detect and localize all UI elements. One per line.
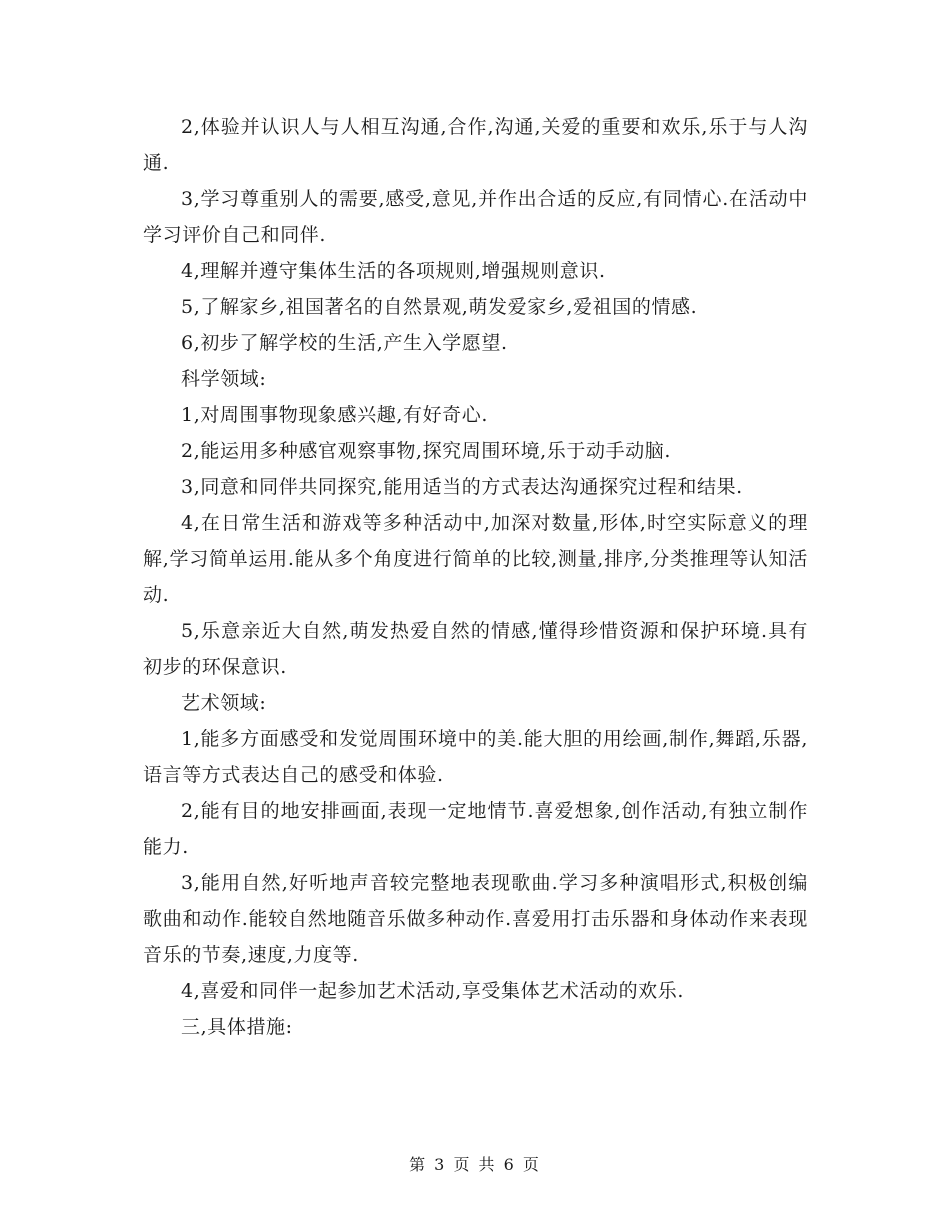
paragraph: 5,乐意亲近大自然,萌发热爱自然的情感,懂得珍惜资源和保护环境.具有初步的环保意识.	[143, 620, 808, 678]
section-heading-measures: 三,具体措施:	[181, 1016, 293, 1038]
section-heading-science: 科学领域:	[181, 368, 267, 390]
paragraph: 3,能用自然,好听地声音较完整地表现歌曲.学习多种演唱形式,积极创编歌曲和动作.能较自然地随音乐做多种动作.喜爱用打击乐器和身体动作来表现音乐的节奏,速度,力度等.	[143, 872, 808, 966]
paragraph: 3,同意和同伴共同探究,能用适当的方式表达沟通探究过程和结果.	[181, 476, 743, 498]
paragraph: 2,能有目的地安排画面,表现一定地情节.喜爱想象,创作活动,有独立制作能力.	[143, 800, 808, 858]
document-body	[143, 109, 808, 1045]
paragraph: 2,能运用多种感官观察事物,探究周围环境,乐于动手动脑.	[181, 440, 672, 462]
paragraph: 4,在日常生活和游戏等多种活动中,加深对数量,形体,时空实际意义的理解,学习简单运用.能从多个角度进行简单的比较,测量,排序,分类推理等认知活动.	[143, 512, 808, 606]
section-heading-art: 艺术领域:	[181, 692, 267, 714]
paragraph: 1,能多方面感受和发觉周围环境中的美.能大胆的用绘画,制作,舞蹈,乐器,语言等方式表达自己的感受和体验.	[143, 728, 808, 786]
paragraph: 6,初步了解学校的生活,产生入学愿望.	[181, 332, 508, 354]
paragraph: 2,体验并认识人与人相互沟通,合作,沟通,关爱的重要和欢乐,乐于与人沟通.	[143, 116, 808, 174]
paragraph: 4,理解并遵守集体生活的各项规则,增强规则意识.	[181, 260, 606, 282]
page-number-footer: 第 3 页 共 6 页	[409, 1155, 541, 1174]
paragraph: 5,了解家乡,祖国著名的自然景观,萌发爱家乡,爱祖国的情感.	[181, 296, 698, 318]
paragraph: 4,喜爱和同伴一起参加艺术活动,享受集体艺术活动的欢乐.	[181, 980, 685, 1002]
paragraph: 3,学习尊重别人的需要,感受,意见,并作出合适的反应,有同情心.在活动中学习评价自己和同伴.	[143, 188, 808, 246]
paragraph: 1,对周围事物现象感兴趣,有好奇心.	[181, 404, 489, 426]
